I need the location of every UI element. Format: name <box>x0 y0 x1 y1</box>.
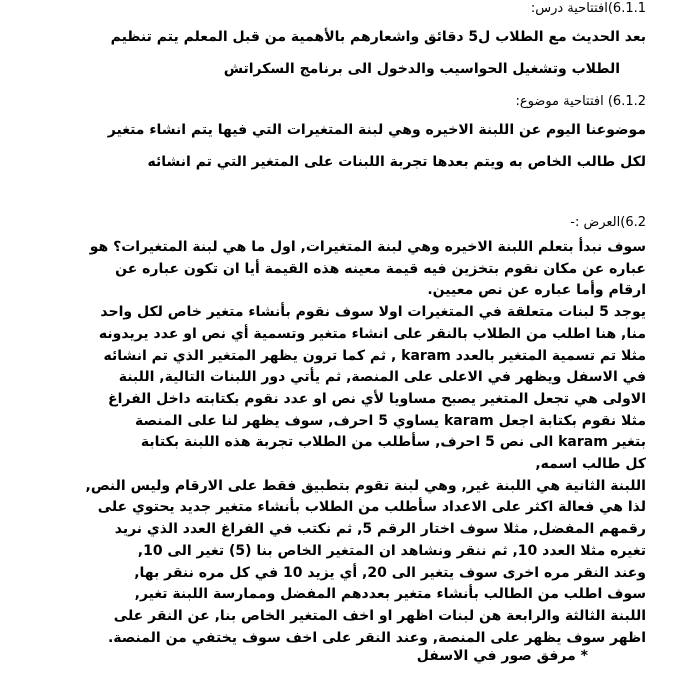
section-heading-6-1-1: 6.1.1)افتتاحية درس: <box>530 1 646 16</box>
paragraph-line: سوف نبدأ بتعلم اللبنة الاخيره وهي لبنة المتغيرات, اول ما هي لبنة المتغيرات؟ هو <box>89 239 646 255</box>
section-heading-6-2: 6.2)العرض :- <box>570 215 646 230</box>
paragraph-line: كل طالب اسمه, <box>535 456 646 473</box>
paragraph-line: بتغير karam الى نص 5 احرف, سأطلب من الطلاب تجربة هذه اللبنة بكتابة <box>140 434 646 451</box>
paragraph-line: يوجد 5 لبنات متعلقة في المتغيرات اولا سوف نقوم بأنشاء متغير خاص لكل واحد <box>100 304 646 321</box>
section-6-2-body <box>22 237 646 649</box>
paragraph-line: الطلاب وتشغيل الحواسيب والدخول الى برنامج السكراتش <box>223 61 620 77</box>
paragraph-line: لكل طالب الخاص به ويتم بعدها تجربة اللبنات على المتغير التي تم انشائه <box>147 154 646 170</box>
paragraph-line: اظهر سوف يظهر على المنصة, وعند النقر على اخف سوف يختفي من المنصة. <box>107 629 646 646</box>
paragraph-line: في الاسفل ويظهر في الاعلى على المنصة, ثم يأتي دور اللبنات التالية, اللبنة <box>118 369 646 386</box>
section-heading-6-1-2: 6.1.2) افتتاحية موضوع: <box>515 94 646 109</box>
paragraph-line: مثلا تم تسمية المتغير بالعدد karam , ثم كما ترون يظهر المتغير الذي تم انشائه <box>103 347 646 364</box>
paragraph-line: لذا هي فعالة اكثر على الاعداد سأطلب من الطلاب بأنشاء متغير جديد يحتوي على <box>97 499 646 516</box>
paragraph-line: تغيره مثلا العدد 10, ثم ننقر ونشاهد ان المتغير الخاص بنا (5) تغير الى 10, <box>137 542 646 559</box>
paragraph-line: اللبنة الثالثة والرابعة هن لبنات اظهر او اخف المتغير الخاص بنا, عن النقر على <box>113 607 646 624</box>
paragraph-line: موضوعنا اليوم عن اللبنة الاخيره وهي لبنة المتغيرات التي فيها يتم انشاء متغير <box>107 122 646 138</box>
paragraph-line: منا, هنا اطلب من الطلاب بالنقر على انشاء متغير وتسمية أي نص او عدد يريدونه <box>98 325 646 342</box>
paragraph-line: عباره عن مكان نقوم بتخزين فيه قيمة معينه هذه القيمة أيا ان تكون عباره عن <box>115 260 646 277</box>
paragraph-line: مثلا نقوم بكتابة اجعل karam يساوي 5 احرف, سوف يظهر لنا على المنصة <box>135 412 646 429</box>
paragraph-line: رقمهم المفضل, مثلا سوف اختار الرقم 5, ثم نكتب في الفراغ العدد الذي نريد <box>114 521 646 538</box>
paragraph-line: سوف اطلب من الطالب بأنشاء متغير بعددهم المفضل وممارسة اللبنة تغير, <box>134 586 646 603</box>
paragraph-line: ارقام وأما عباره عن نص معيين. <box>427 282 646 299</box>
paragraph-line: بعد الحديث مع الطلاب ل5 دقائق واشعارهم بالأهمية من قبل المعلم يتم تنظيم <box>110 29 646 45</box>
paragraph-line: اللبنة الثانية هي اللبنة غير, وهي لبنة تقوم بتطبيق فقط على الارقام وليس النص, <box>85 477 646 494</box>
paragraph-line: الاولى هي تجعل المتغير يصبح مساويا لأي نص او عدد نقوم بكتابته داخل الفراغ <box>108 390 646 407</box>
paragraph-line: وعند النقر مره اخرى سوف يتغير الى 20, أي يزيد 10 في كل مره ننقر بها, <box>134 564 646 581</box>
footnote-attachment-note: * مرفق صور في الاسفل <box>416 648 588 664</box>
